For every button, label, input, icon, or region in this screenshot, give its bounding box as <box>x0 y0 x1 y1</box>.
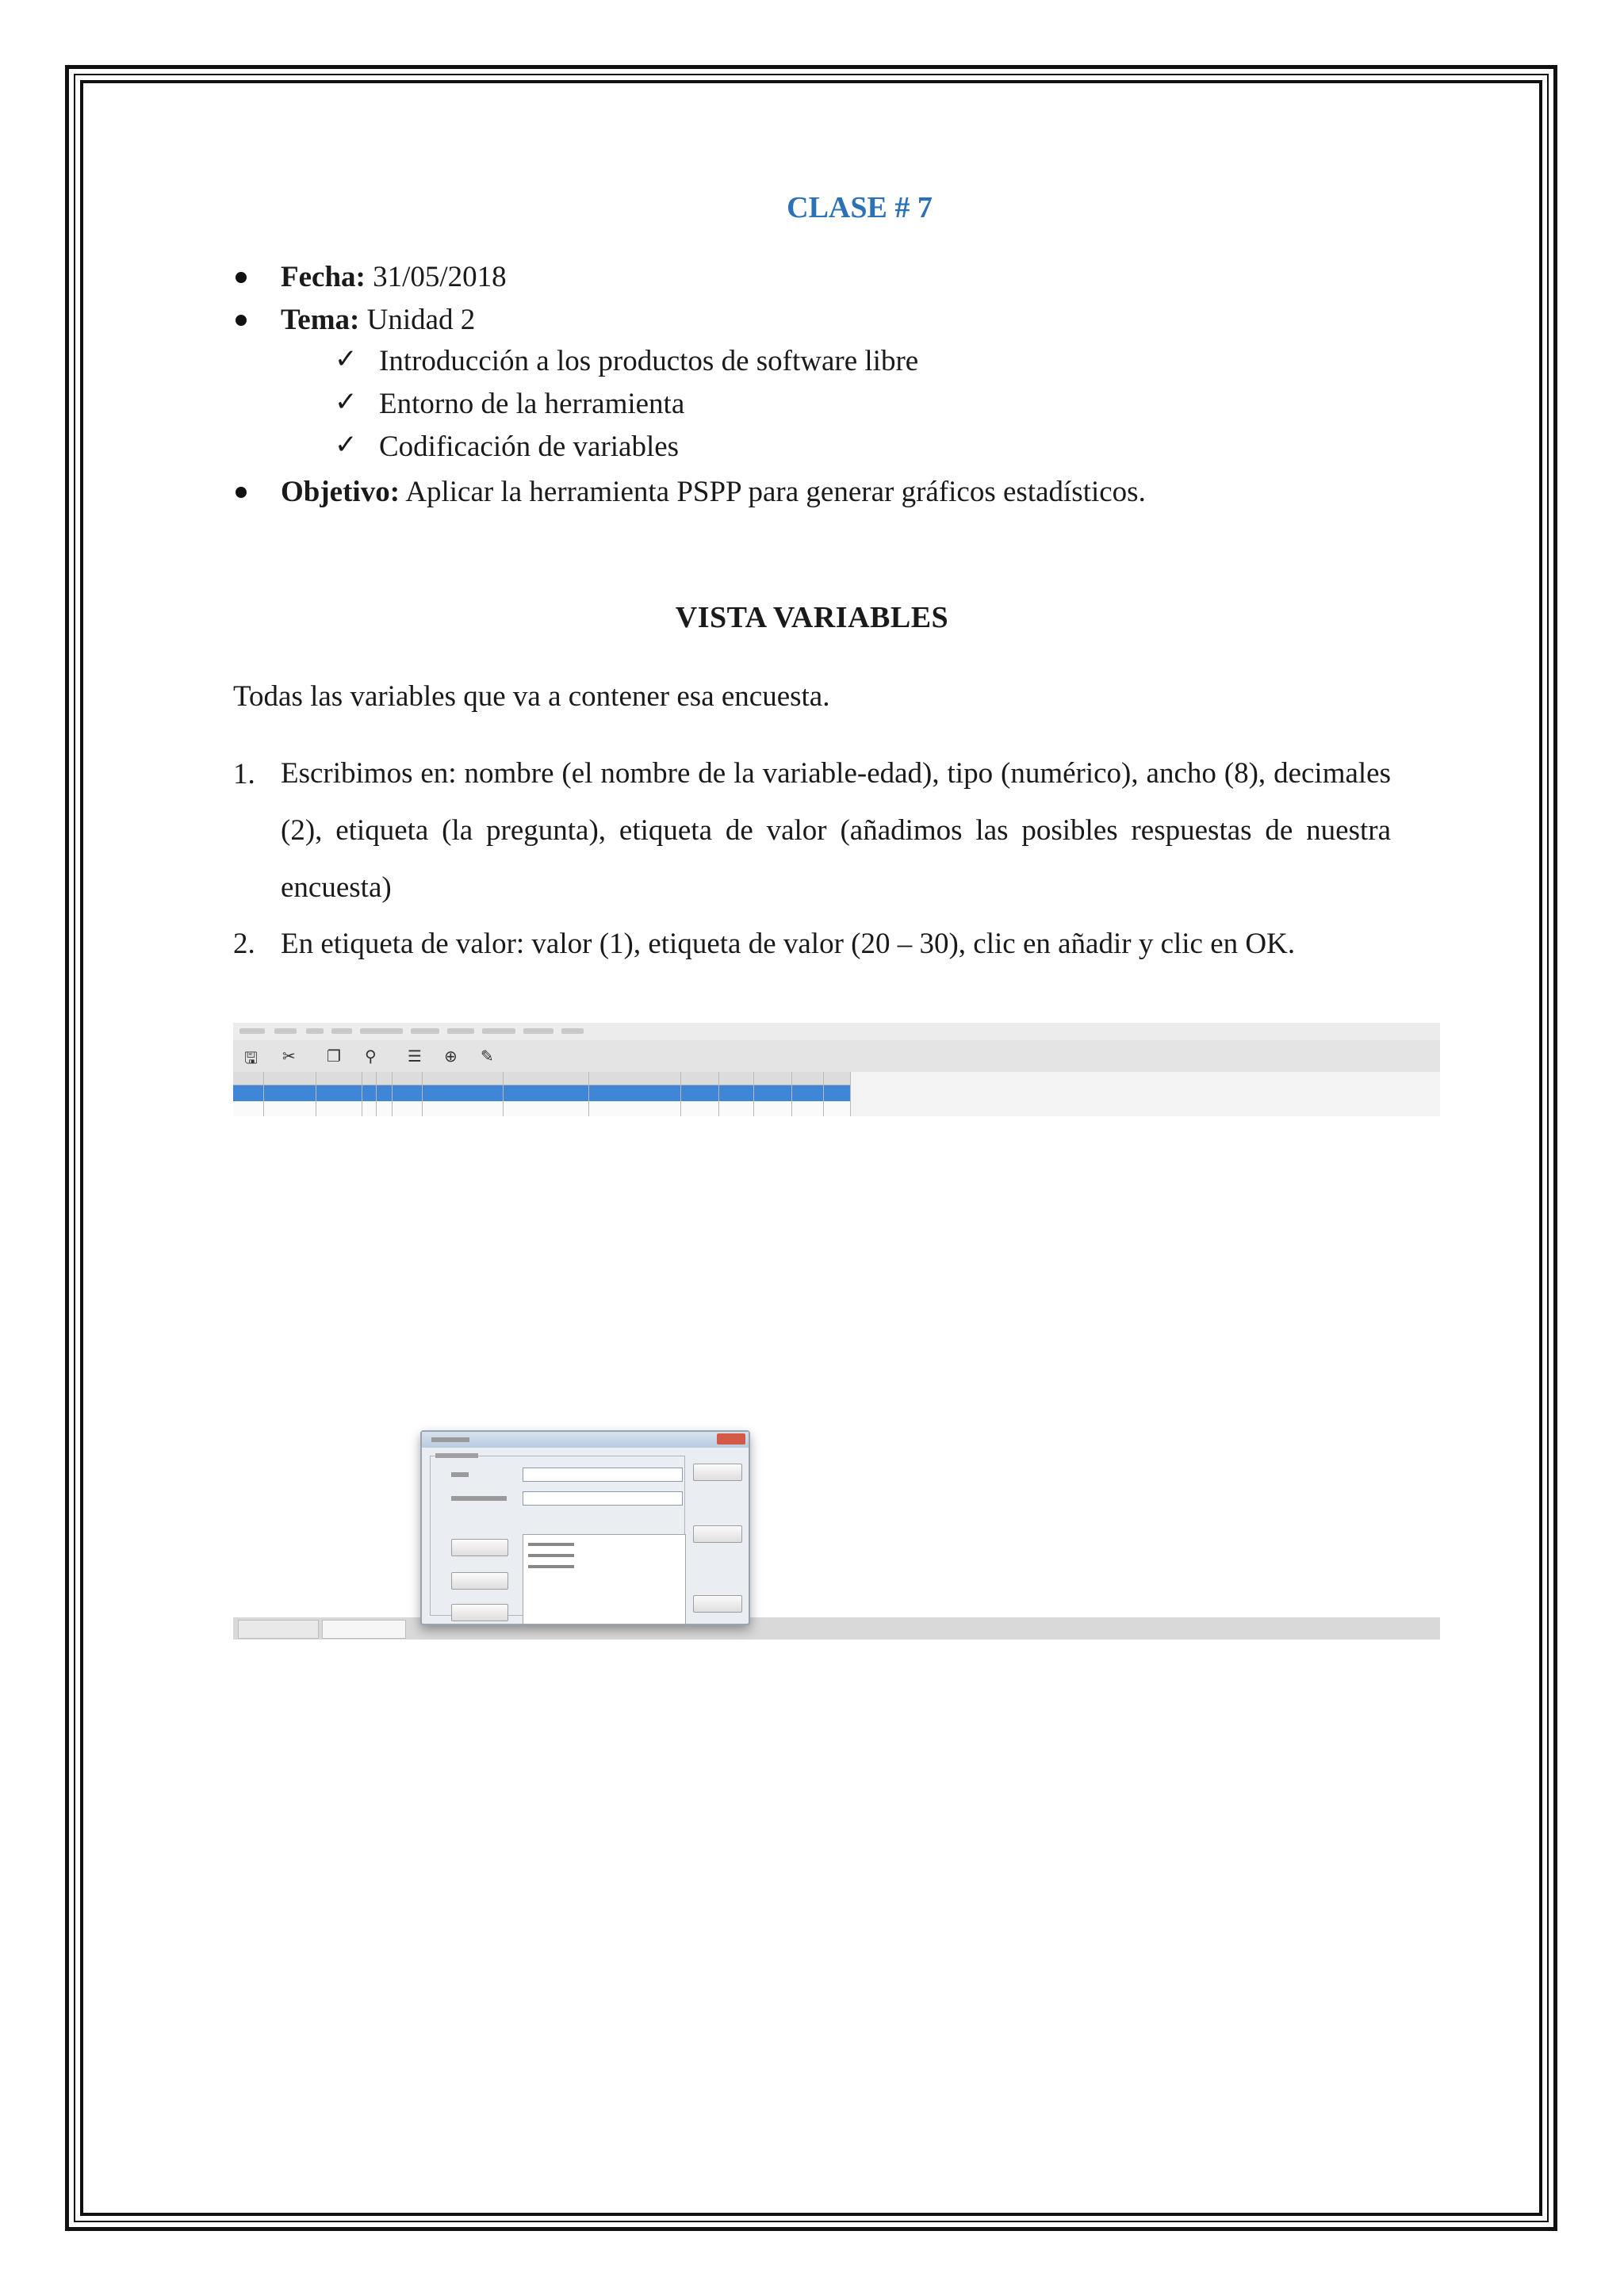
value-labels-group <box>430 1456 685 1616</box>
tab-variable-view[interactable] <box>322 1620 406 1639</box>
goto-icon[interactable]: ⚲ <box>365 1047 377 1066</box>
menu-bar <box>233 1023 1440 1040</box>
ok-button[interactable] <box>693 1464 742 1481</box>
objetivo-value: Aplicar la herramienta PSPP para generar gráficos estadísticos. <box>405 476 1146 508</box>
insert-icon[interactable]: ☰ <box>408 1047 422 1066</box>
tema-line <box>281 305 475 335</box>
intro-text: Todas las variables que va a contener esa encuesta. <box>233 680 830 713</box>
topic-item: Codificación de variables <box>379 430 680 463</box>
tema-value: Unidad 2 <box>366 304 476 336</box>
page-title: CLASE # 7 <box>787 191 933 224</box>
variable-grid[interactable] <box>233 1072 851 1116</box>
page-border-inner <box>80 80 1542 2216</box>
bullet-dot <box>236 315 247 326</box>
checkmark-icon: ✓ <box>335 429 358 461</box>
checkmark-icon: ✓ <box>335 386 358 418</box>
objetivo-label: Objetivo: <box>281 476 400 508</box>
grid-header <box>233 1072 850 1085</box>
fecha-value: 31/05/2018 <box>373 261 507 293</box>
topic-item: Entorno de la herramienta <box>379 388 685 420</box>
toolbar <box>233 1040 1440 1072</box>
view-tab-bar <box>233 1617 1440 1640</box>
open-icon[interactable]: 🖫 <box>244 1048 259 1067</box>
bullet-dot <box>236 487 247 498</box>
fecha-line <box>281 262 507 292</box>
fecha-label: Fecha: <box>281 261 366 293</box>
help-button[interactable] <box>693 1595 742 1613</box>
close-icon[interactable] <box>717 1433 745 1445</box>
value-label-input[interactable] <box>523 1491 683 1506</box>
cancel-button[interactable] <box>693 1525 742 1543</box>
copy-icon[interactable]: ❐ <box>327 1047 341 1066</box>
tema-label: Tema: <box>281 304 360 336</box>
checkmark-icon: ✓ <box>335 343 358 375</box>
step-text: Escribimos en: nombre (el nombre de la variable-edad), tipo (numérico), ancho (8), decimales (2), etiqueta (la pregunta), etiqueta de valor (añadimos las posibles respuestas de nuestra encuesta) <box>281 757 1391 904</box>
change-button[interactable] <box>451 1572 508 1590</box>
step-text: En etiqueta de valor: valor (1), etiqueta de valor (20 – 30), clic en añadir y clic en OK. <box>281 928 1296 960</box>
cut-icon[interactable]: ✂ <box>282 1047 296 1066</box>
value-labels-dialog <box>420 1430 750 1625</box>
step-number: 2. <box>233 928 255 960</box>
tab-data-view[interactable] <box>238 1620 319 1639</box>
selected-row[interactable] <box>233 1085 850 1101</box>
value-input[interactable] <box>523 1468 683 1482</box>
screenshot-variable-view <box>233 1023 1440 1116</box>
screenshot-value-labels-dialog <box>233 1427 1440 1640</box>
remove-button[interactable] <box>451 1604 508 1621</box>
value-labels-icon[interactable]: ✎ <box>481 1047 494 1066</box>
section-heading: VISTA VARIABLES <box>675 601 949 634</box>
bullet-dot <box>236 272 247 283</box>
split-icon[interactable]: ⊕ <box>444 1047 458 1066</box>
add-button[interactable] <box>451 1539 508 1556</box>
empty-row[interactable] <box>233 1102 850 1116</box>
objetivo-line <box>281 477 1146 507</box>
step-number: 1. <box>233 758 255 790</box>
dialog-title-bar <box>422 1432 749 1448</box>
value-labels-list[interactable] <box>523 1534 686 1624</box>
topic-item: Introducción a los productos de software libre <box>379 345 919 377</box>
